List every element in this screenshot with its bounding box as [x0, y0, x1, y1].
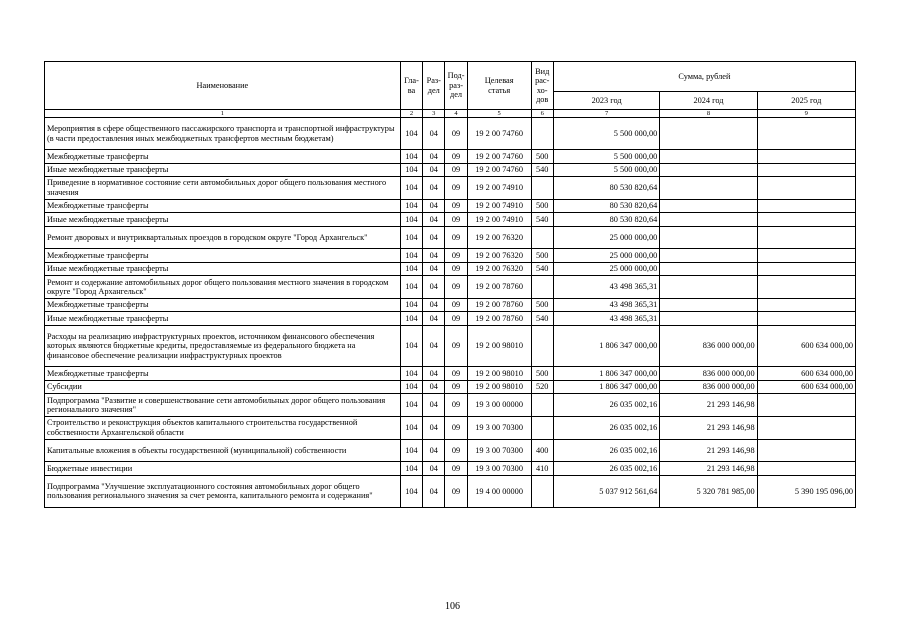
row-sum-2025	[757, 249, 855, 262]
row-glava: 104	[400, 249, 422, 262]
row-glava: 104	[400, 213, 422, 226]
row-razdel: 04	[423, 325, 445, 367]
row-expense-type: 410	[531, 462, 553, 475]
row-sum-2025	[757, 118, 855, 150]
table-row	[45, 163, 856, 176]
row-target-article: 19 2 00 74760	[467, 150, 531, 163]
row-sum-2023: 25 000 000,00	[553, 249, 659, 262]
table-row	[45, 462, 856, 475]
header-summa: Сумма, рублей	[553, 62, 855, 92]
row-sum-2024: 836 000 000,00	[660, 380, 757, 393]
row-sum-2023: 80 530 820,64	[553, 199, 659, 212]
row-razdel: 04	[423, 276, 445, 299]
row-glava: 104	[400, 439, 422, 462]
column-number: 6	[531, 110, 553, 118]
row-target-article: 19 2 00 78760	[467, 276, 531, 299]
row-podrazdel: 09	[445, 213, 467, 226]
row-razdel: 04	[423, 298, 445, 311]
row-podrazdel: 09	[445, 325, 467, 367]
row-sum-2025: 600 634 000,00	[757, 367, 855, 380]
table-row	[45, 475, 856, 507]
row-sum-2023: 26 035 002,16	[553, 394, 659, 417]
row-sum-2025	[757, 276, 855, 299]
row-sum-2023: 1 806 347 000,00	[553, 367, 659, 380]
table-row	[45, 367, 856, 380]
row-sum-2024	[660, 150, 757, 163]
row-podrazdel: 09	[445, 312, 467, 325]
column-number: 1	[45, 110, 401, 118]
row-target-article: 19 2 00 78760	[467, 298, 531, 311]
row-sum-2023: 25 000 000,00	[553, 226, 659, 249]
header-2025: 2025 год	[757, 92, 855, 110]
row-podrazdel: 09	[445, 118, 467, 150]
row-sum-2024: 21 293 146,98	[660, 462, 757, 475]
row-sum-2024: 21 293 146,98	[660, 394, 757, 417]
row-name: Подпрограмма "Улучшение эксплуатационного состояния автомобильных дорог общего пользования регионального значения за счет ремонта, капитального ремонта и содержания"	[45, 475, 401, 507]
header-name: Наименование	[45, 62, 401, 110]
row-expense-type: 540	[531, 163, 553, 176]
row-podrazdel: 09	[445, 475, 467, 507]
row-expense-type: 500	[531, 249, 553, 262]
column-number-row	[45, 110, 856, 118]
column-number: 9	[757, 110, 855, 118]
row-target-article: 19 2 00 98010	[467, 367, 531, 380]
row-sum-2024: 21 293 146,98	[660, 439, 757, 462]
row-podrazdel: 09	[445, 380, 467, 393]
row-name: Межбюджетные трансферты	[45, 298, 401, 311]
row-sum-2023: 80 530 820,64	[553, 176, 659, 199]
row-sum-2024	[660, 249, 757, 262]
row-expense-type: 540	[531, 312, 553, 325]
row-razdel: 04	[423, 416, 445, 439]
row-razdel: 04	[423, 176, 445, 199]
row-expense-type	[531, 394, 553, 417]
row-target-article: 19 2 00 98010	[467, 325, 531, 367]
row-sum-2023: 26 035 002,16	[553, 439, 659, 462]
row-razdel: 04	[423, 118, 445, 150]
row-name: Межбюджетные трансферты	[45, 367, 401, 380]
row-razdel: 04	[423, 150, 445, 163]
row-podrazdel: 09	[445, 416, 467, 439]
row-sum-2025: 5 390 195 096,00	[757, 475, 855, 507]
row-podrazdel: 09	[445, 367, 467, 380]
row-target-article: 19 2 00 74910	[467, 199, 531, 212]
row-expense-type: 500	[531, 298, 553, 311]
row-target-article: 19 2 00 74760	[467, 163, 531, 176]
row-expense-type	[531, 226, 553, 249]
header-celevaya: Целевая статья	[467, 62, 531, 110]
row-sum-2024: 836 000 000,00	[660, 367, 757, 380]
row-sum-2024	[660, 213, 757, 226]
row-razdel: 04	[423, 462, 445, 475]
row-expense-type: 400	[531, 439, 553, 462]
row-name: Иные межбюджетные трансферты	[45, 262, 401, 275]
table-row	[45, 439, 856, 462]
row-sum-2024	[660, 276, 757, 299]
row-podrazdel: 09	[445, 262, 467, 275]
row-sum-2023: 25 000 000,00	[553, 262, 659, 275]
row-target-article: 19 3 00 00000	[467, 394, 531, 417]
row-razdel: 04	[423, 475, 445, 507]
row-podrazdel: 09	[445, 276, 467, 299]
row-sum-2024	[660, 226, 757, 249]
row-glava: 104	[400, 199, 422, 212]
row-expense-type	[531, 416, 553, 439]
row-sum-2024: 5 320 781 985,00	[660, 475, 757, 507]
table-row	[45, 118, 856, 150]
row-sum-2024	[660, 199, 757, 212]
row-glava: 104	[400, 226, 422, 249]
row-sum-2025	[757, 439, 855, 462]
table-row	[45, 416, 856, 439]
row-glava: 104	[400, 298, 422, 311]
row-expense-type: 540	[531, 262, 553, 275]
header-2024: 2024 год	[660, 92, 757, 110]
row-sum-2023: 26 035 002,16	[553, 416, 659, 439]
row-sum-2025	[757, 416, 855, 439]
row-podrazdel: 09	[445, 163, 467, 176]
row-name: Иные межбюджетные трансферты	[45, 312, 401, 325]
table-row	[45, 176, 856, 199]
row-sum-2025	[757, 150, 855, 163]
column-number: 3	[423, 110, 445, 118]
header-razdel: Раз- дел	[423, 62, 445, 110]
row-name: Иные межбюджетные трансферты	[45, 213, 401, 226]
row-sum-2024	[660, 262, 757, 275]
row-name: Иные межбюджетные трансферты	[45, 163, 401, 176]
row-podrazdel: 09	[445, 298, 467, 311]
row-target-article: 19 4 00 00000	[467, 475, 531, 507]
row-target-article: 19 2 00 74910	[467, 213, 531, 226]
row-target-article: 19 2 00 76320	[467, 249, 531, 262]
row-target-article: 19 3 00 70300	[467, 416, 531, 439]
row-expense-type	[531, 475, 553, 507]
row-sum-2023: 43 498 365,31	[553, 298, 659, 311]
header-vid: Вид рас- хо- дов	[531, 62, 553, 110]
row-name: Ремонт дворовых и внутриквартальных проездов в городском округе "Город Архангельск"	[45, 226, 401, 249]
row-sum-2025	[757, 262, 855, 275]
row-sum-2023: 5 500 000,00	[553, 118, 659, 150]
row-expense-type	[531, 176, 553, 199]
row-target-article: 19 3 00 70300	[467, 462, 531, 475]
row-sum-2023: 26 035 002,16	[553, 462, 659, 475]
table-row	[45, 262, 856, 275]
row-target-article: 19 2 00 76320	[467, 226, 531, 249]
row-sum-2025	[757, 462, 855, 475]
table-body	[45, 118, 856, 508]
row-podrazdel: 09	[445, 394, 467, 417]
row-glava: 104	[400, 325, 422, 367]
row-sum-2023: 5 037 912 561,64	[553, 475, 659, 507]
row-sum-2025: 600 634 000,00	[757, 380, 855, 393]
row-glava: 104	[400, 163, 422, 176]
row-sum-2023: 1 806 347 000,00	[553, 380, 659, 393]
row-sum-2025: 600 634 000,00	[757, 325, 855, 367]
row-razdel: 04	[423, 380, 445, 393]
table-row	[45, 213, 856, 226]
row-name: Расходы на реализацию инфраструктурных проектов, источником финансового обеспечения которых являются бюджетные кредиты, предоставляемые из федерального бюджета на финансовое обеспечение реализации инфраструктурных проектов	[45, 325, 401, 367]
column-number: 2	[400, 110, 422, 118]
row-sum-2023: 43 498 365,31	[553, 312, 659, 325]
row-glava: 104	[400, 176, 422, 199]
row-glava: 104	[400, 118, 422, 150]
table-row	[45, 380, 856, 393]
header-podrazdel: Под- раз- дел	[445, 62, 467, 110]
row-sum-2025	[757, 394, 855, 417]
row-sum-2024	[660, 298, 757, 311]
row-sum-2025	[757, 213, 855, 226]
row-glava: 104	[400, 367, 422, 380]
row-target-article: 19 2 00 76320	[467, 262, 531, 275]
column-number: 4	[445, 110, 467, 118]
row-sum-2024	[660, 312, 757, 325]
row-podrazdel: 09	[445, 462, 467, 475]
row-sum-2023: 80 530 820,64	[553, 213, 659, 226]
table-row	[45, 276, 856, 299]
row-expense-type: 520	[531, 380, 553, 393]
row-name: Межбюджетные трансферты	[45, 150, 401, 163]
row-target-article: 19 2 00 98010	[467, 380, 531, 393]
row-expense-type	[531, 325, 553, 367]
row-glava: 104	[400, 462, 422, 475]
row-name: Мероприятия в сфере общественного пассажирского транспорта и транспортной инфраструктуры (в части предоставления иных межбюджетных трансфертов местным бюджетам)	[45, 118, 401, 150]
row-sum-2025	[757, 163, 855, 176]
row-glava: 104	[400, 394, 422, 417]
row-razdel: 04	[423, 249, 445, 262]
row-sum-2023: 5 500 000,00	[553, 163, 659, 176]
row-name: Капитальные вложения в объекты государственной (муниципальной) собственности	[45, 439, 401, 462]
header-2023: 2023 год	[553, 92, 659, 110]
row-podrazdel: 09	[445, 150, 467, 163]
row-name: Бюджетные инвестиции	[45, 462, 401, 475]
row-razdel: 04	[423, 312, 445, 325]
row-expense-type: 500	[531, 199, 553, 212]
row-name: Строительство и реконструкция объектов капитального строительства государственной собственности Архангельской области	[45, 416, 401, 439]
row-sum-2024: 836 000 000,00	[660, 325, 757, 367]
row-sum-2023: 5 500 000,00	[553, 150, 659, 163]
row-target-article: 19 2 00 78760	[467, 312, 531, 325]
row-glava: 104	[400, 150, 422, 163]
row-target-article: 19 3 00 70300	[467, 439, 531, 462]
row-sum-2025	[757, 226, 855, 249]
row-razdel: 04	[423, 226, 445, 249]
column-number: 5	[467, 110, 531, 118]
row-name: Межбюджетные трансферты	[45, 199, 401, 212]
table-row	[45, 249, 856, 262]
row-glava: 104	[400, 276, 422, 299]
table-row	[45, 298, 856, 311]
row-sum-2023: 1 806 347 000,00	[553, 325, 659, 367]
row-name: Межбюджетные трансферты	[45, 249, 401, 262]
row-podrazdel: 09	[445, 226, 467, 249]
row-expense-type	[531, 118, 553, 150]
row-podrazdel: 09	[445, 249, 467, 262]
table-row	[45, 312, 856, 325]
row-podrazdel: 09	[445, 176, 467, 199]
row-sum-2024: 21 293 146,98	[660, 416, 757, 439]
column-number: 7	[553, 110, 659, 118]
row-glava: 104	[400, 380, 422, 393]
row-name: Приведение в нормативное состояние сети автомобильных дорог общего пользования местного значения	[45, 176, 401, 199]
row-name: Субсидии	[45, 380, 401, 393]
budget-table	[44, 61, 856, 508]
row-razdel: 04	[423, 439, 445, 462]
row-sum-2024	[660, 163, 757, 176]
row-razdel: 04	[423, 163, 445, 176]
row-podrazdel: 09	[445, 439, 467, 462]
table-row	[45, 226, 856, 249]
row-expense-type: 500	[531, 150, 553, 163]
row-target-article: 19 2 00 74760	[467, 118, 531, 150]
row-sum-2024	[660, 118, 757, 150]
row-razdel: 04	[423, 213, 445, 226]
table-row	[45, 150, 856, 163]
row-sum-2025	[757, 312, 855, 325]
row-glava: 104	[400, 416, 422, 439]
row-glava: 104	[400, 475, 422, 507]
row-name: Подпрограмма "Развитие и совершенствование сети автомобильных дорог общего пользования регионального значения"	[45, 394, 401, 417]
row-glava: 104	[400, 312, 422, 325]
row-name: Ремонт и содержание автомобильных дорог общего пользования местного значения в городском округе "Город Архангельск"	[45, 276, 401, 299]
row-glava: 104	[400, 262, 422, 275]
row-sum-2025	[757, 176, 855, 199]
row-target-article: 19 2 00 74910	[467, 176, 531, 199]
table-row	[45, 199, 856, 212]
row-sum-2025	[757, 298, 855, 311]
column-number: 8	[660, 110, 757, 118]
row-podrazdel: 09	[445, 199, 467, 212]
table-row	[45, 394, 856, 417]
row-expense-type: 500	[531, 367, 553, 380]
row-razdel: 04	[423, 262, 445, 275]
row-razdel: 04	[423, 199, 445, 212]
header-glava: Гла- ва	[400, 62, 422, 110]
row-sum-2024	[660, 176, 757, 199]
row-expense-type	[531, 276, 553, 299]
page-number: 106	[445, 601, 460, 612]
table-row	[45, 325, 856, 367]
row-razdel: 04	[423, 394, 445, 417]
row-razdel: 04	[423, 367, 445, 380]
row-sum-2025	[757, 199, 855, 212]
row-expense-type: 540	[531, 213, 553, 226]
row-sum-2023: 43 498 365,31	[553, 276, 659, 299]
